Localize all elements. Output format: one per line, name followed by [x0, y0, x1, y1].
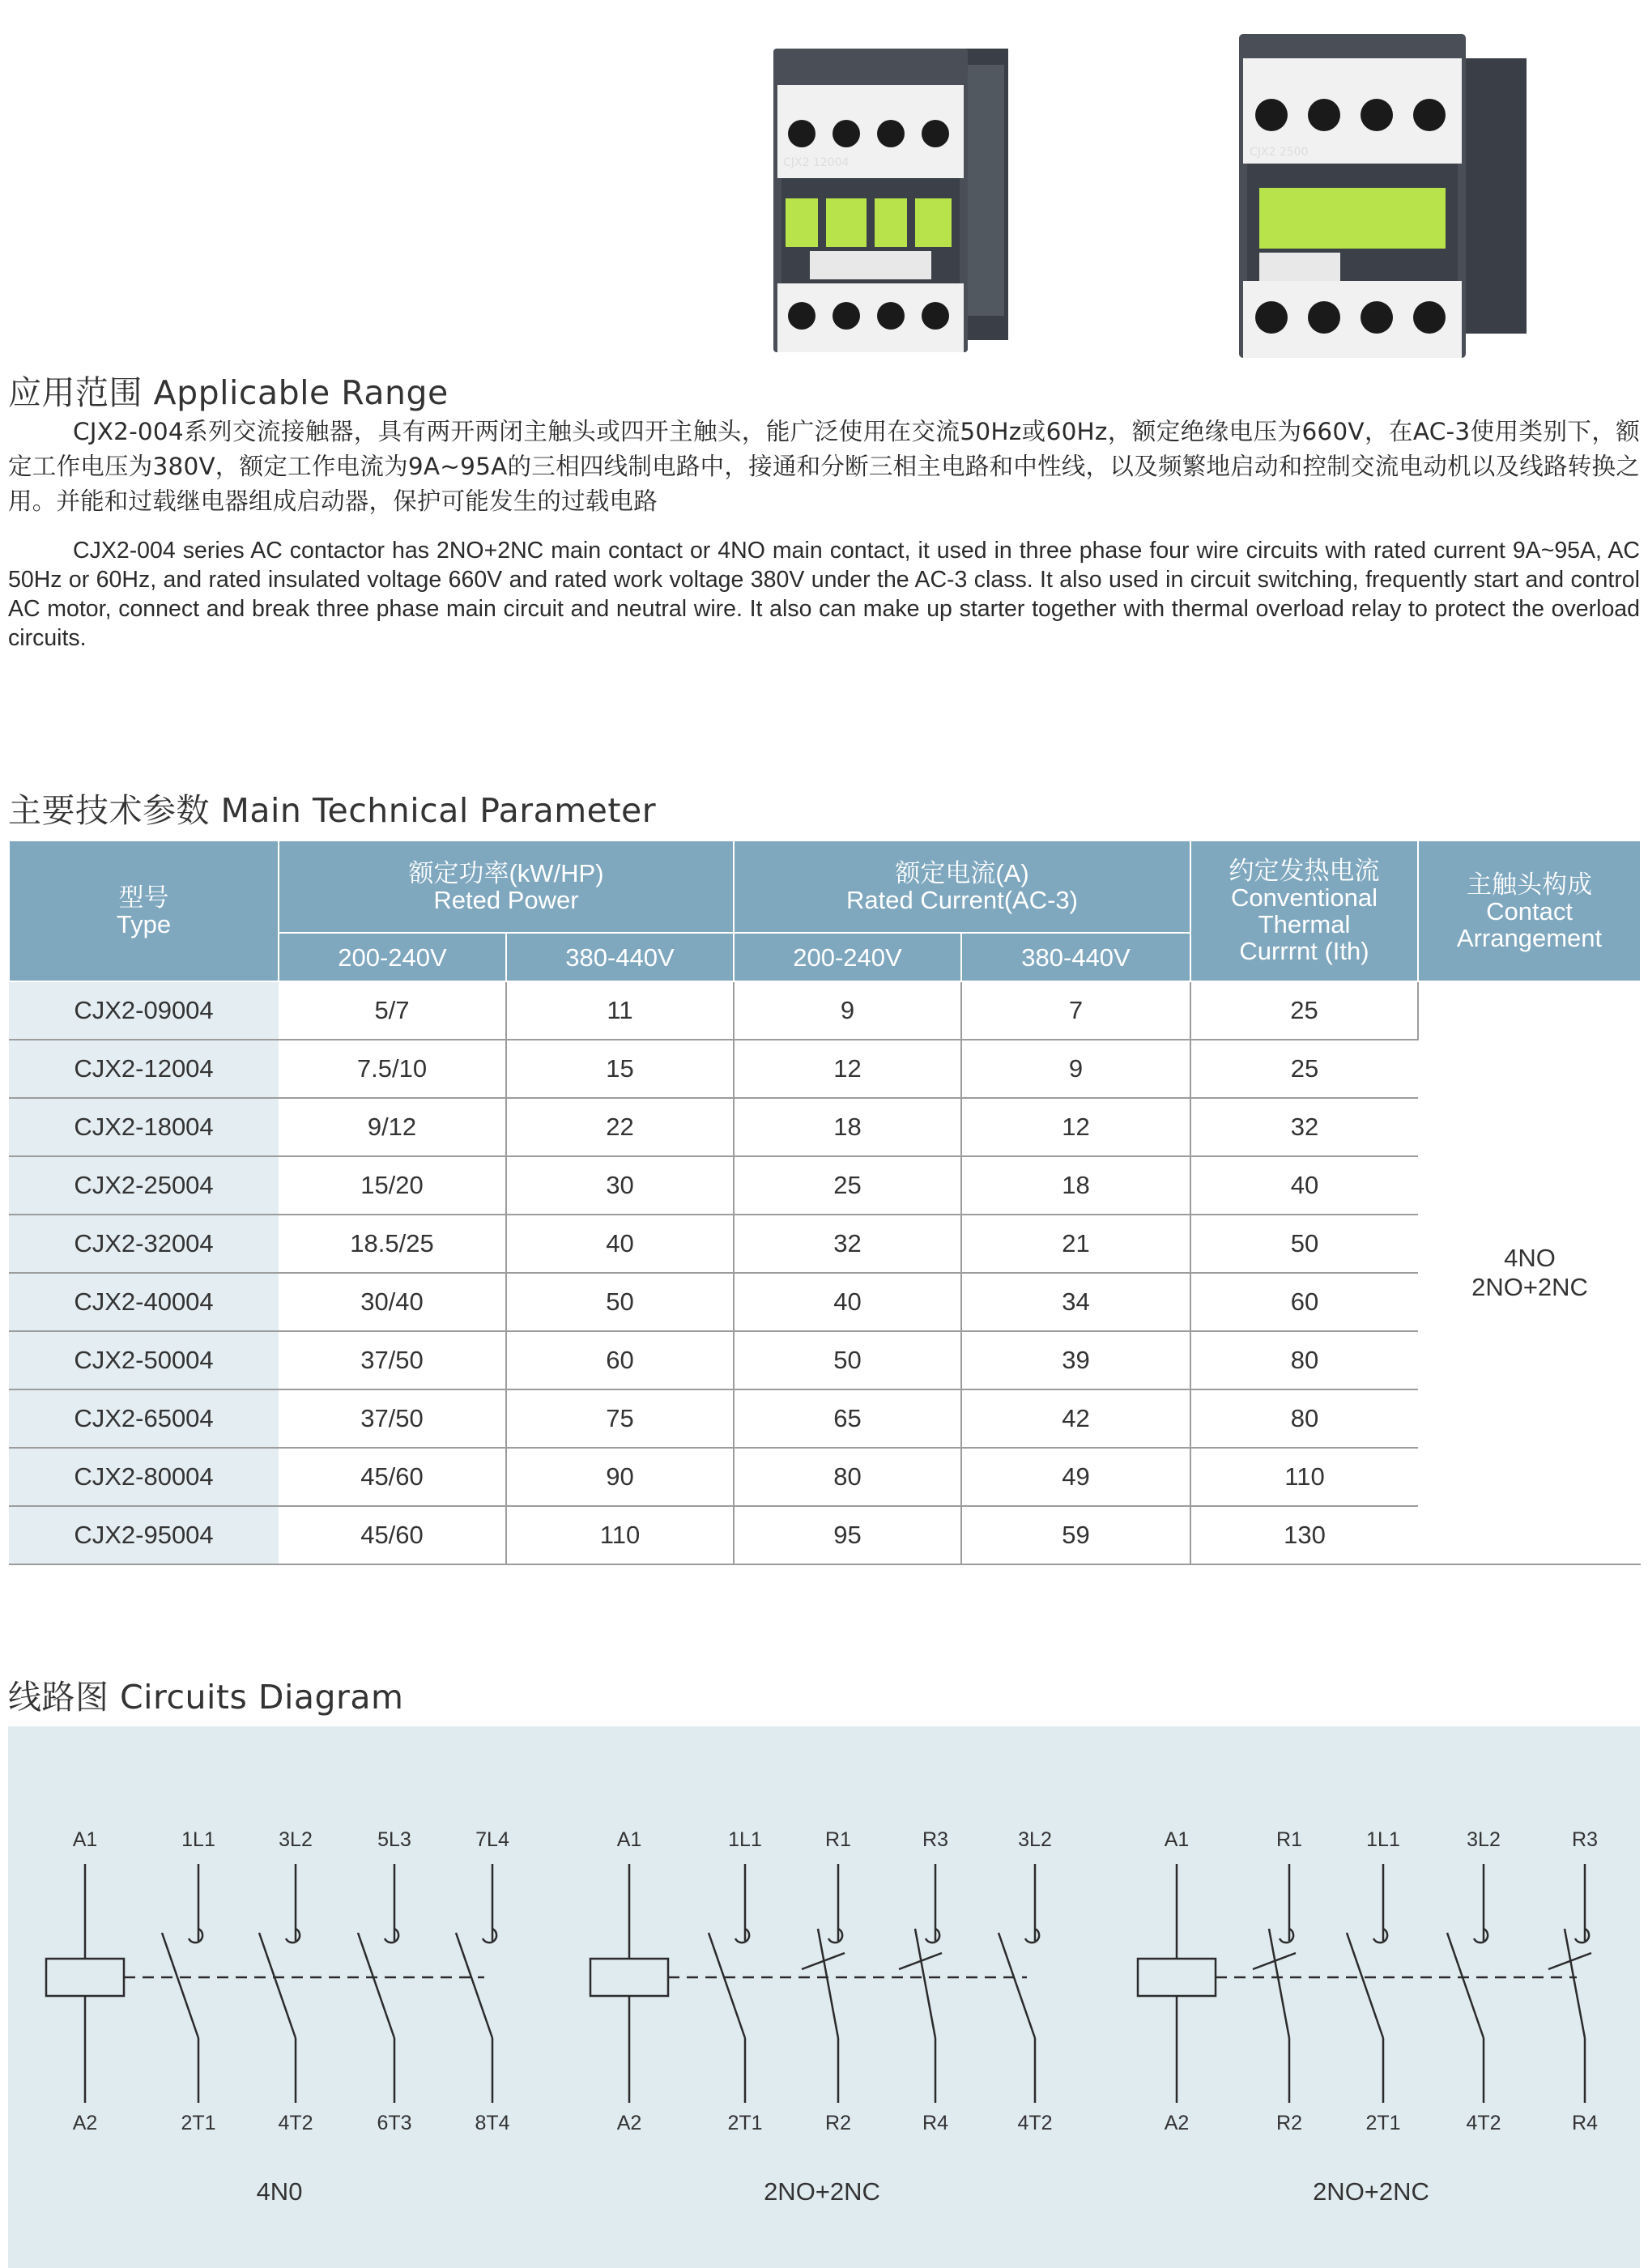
cell-c1: 95 — [734, 1506, 961, 1564]
diagram-caption: 2NO+2NC — [764, 2177, 880, 2206]
header-thermal-current: 约定发热电流 Conventional Thermal Currrnt (Ith) — [1190, 840, 1418, 981]
parameters-table — [8, 840, 1642, 1565]
diagram-caption: 2NO+2NC — [1313, 2177, 1429, 2206]
cell-c2: 34 — [961, 1273, 1190, 1331]
cell-c1: 9 — [734, 981, 961, 1040]
arrangement-4no: 4NO — [1504, 1244, 1556, 1272]
contact-arc — [1575, 1929, 1589, 1942]
circuits-heading: 线路图 Circuits Diagram — [8, 1678, 404, 1717]
cell-c2: 39 — [961, 1331, 1190, 1389]
cell-p1: 45/60 — [279, 1506, 506, 1564]
header-contact-arrangement: 主触头构成 Contact Arrangement — [1418, 840, 1641, 981]
table-row — [9, 1389, 1641, 1448]
contact-top-label: 3L2 — [279, 1828, 313, 1851]
cell-p1: 45/60 — [279, 1448, 506, 1506]
contact-blade-nc — [1565, 1929, 1585, 2038]
cell-p1: 7.5/10 — [279, 1040, 506, 1098]
contact-top-label: 1L1 — [181, 1828, 215, 1851]
cell-c2: 12 — [961, 1098, 1190, 1156]
cell-p1: 15/20 — [279, 1156, 506, 1215]
cell-type: CJX2-12004 — [9, 1040, 279, 1098]
table-row — [9, 981, 1641, 1040]
header-type: 型号 Type — [9, 840, 279, 981]
cell-c2: 21 — [961, 1215, 1190, 1273]
cell-p2: 110 — [506, 1506, 734, 1564]
table-row — [9, 1040, 1641, 1098]
coil-symbol — [590, 1959, 668, 1996]
cell-type: CJX2-40004 — [9, 1273, 279, 1331]
coil-bottom-label: A2 — [72, 2112, 98, 2134]
cell-c1: 65 — [734, 1389, 961, 1448]
coil-symbol — [46, 1959, 124, 1996]
parameters-heading: 主要技术参数 Main Technical Parameter — [8, 791, 657, 830]
contact-bottom-label: 4T2 — [278, 2112, 313, 2134]
cell-p1: 30/40 — [279, 1273, 506, 1331]
cell-c1: 50 — [734, 1331, 961, 1389]
cell-p2: 40 — [506, 1215, 734, 1273]
coil-symbol — [1138, 1959, 1216, 1996]
contact-bottom-label: 2T1 — [1365, 2112, 1401, 2134]
table-row — [9, 1506, 1641, 1564]
cell-ith: 80 — [1190, 1331, 1418, 1389]
contact-blade-no — [1447, 1933, 1484, 2038]
contact-top-label: 3L2 — [1467, 1828, 1501, 1851]
cell-c2: 49 — [961, 1448, 1190, 1506]
table-row — [9, 1215, 1641, 1273]
header-power-380-440v: 380-440V — [506, 933, 734, 981]
cell-c2: 9 — [961, 1040, 1190, 1098]
cell-c2: 18 — [961, 1156, 1190, 1215]
product-photo-12004 — [765, 32, 1041, 360]
contact-top-label: 5L3 — [377, 1828, 411, 1851]
cell-p1: 37/50 — [279, 1331, 506, 1389]
cell-ith: 32 — [1190, 1098, 1418, 1156]
cell-p1: 37/50 — [279, 1389, 506, 1448]
cell-ith: 25 — [1190, 981, 1418, 1040]
cell-c2: 59 — [961, 1506, 1190, 1564]
coil-bottom-label: A2 — [616, 2112, 642, 2134]
header-rated-current: 额定电流(A) Rated Current(AC-3) — [734, 840, 1190, 933]
cell-type: CJX2-25004 — [9, 1156, 279, 1215]
table-row — [9, 1331, 1641, 1389]
coil-top-label: A1 — [616, 1828, 642, 1851]
cell-p1: 5/7 — [279, 981, 506, 1040]
cell-p1: 18.5/25 — [279, 1215, 506, 1273]
product-1-model: CJX2 12004 — [783, 156, 850, 169]
contact-bottom-label: 4T2 — [1017, 2112, 1053, 2134]
contact-top-label: 1L1 — [1366, 1828, 1400, 1851]
contact-top-label: R1 — [825, 1828, 851, 1851]
arrangement-2no-2nc: 2NO+2NC — [1471, 1273, 1588, 1301]
cell-p2: 11 — [506, 981, 734, 1040]
coil-top-label: A1 — [1164, 1828, 1190, 1851]
contact-arc — [1025, 1929, 1039, 1942]
cell-c1: 32 — [734, 1215, 961, 1273]
contact-bottom-label: R2 — [825, 2112, 851, 2134]
contact-blade-no — [259, 1933, 296, 2038]
contact-arc — [735, 1929, 749, 1942]
contact-top-label: 7L4 — [475, 1828, 509, 1851]
table-row — [9, 1448, 1641, 1506]
cell-c2: 42 — [961, 1389, 1190, 1448]
cell-type: CJX2-09004 — [9, 981, 279, 1040]
cell-type: CJX2-18004 — [9, 1098, 279, 1156]
contact-blade-no — [162, 1933, 198, 2038]
header-power-200-240v: 200-240V — [279, 933, 506, 981]
product-2-model: CJX2 2500 — [1250, 146, 1309, 159]
contact-top-label: 3L2 — [1018, 1828, 1052, 1851]
contact-bottom-label: 4T2 — [1466, 2112, 1501, 2134]
cell-p2: 22 — [506, 1098, 734, 1156]
contact-arc — [385, 1929, 398, 1942]
applicable-range-text-en: CJX2-004 series AC contactor has 2NO+2NC main contact or 4NO main contact, it used in three phase four wire circuits with rated current 9A~95A, AC 50Hz or 60Hz, and rated insulated voltage 660V and rated work voltage 380V under the AC-3 class. It also used in circuit switching, frequently start and control AC motor, connect and break three phase main circuit and neutral wire. It also can make up starter together with thermal overload relay to protect the overload circuits. — [8, 538, 1640, 651]
cell-p2: 75 — [506, 1389, 734, 1448]
cell-c1: 40 — [734, 1273, 961, 1331]
cell-p2: 90 — [506, 1448, 734, 1506]
table-row — [9, 1098, 1641, 1156]
contact-arc — [1474, 1929, 1488, 1942]
contact-bottom-label: 2T1 — [181, 2112, 216, 2134]
header-rated-power: 额定功率(kW/HP) Reted Power — [279, 840, 734, 933]
contact-top-label: R1 — [1276, 1828, 1302, 1851]
cell-p1: 9/12 — [279, 1098, 506, 1156]
cell-type: CJX2-65004 — [9, 1389, 279, 1448]
contact-blade-nc — [818, 1929, 838, 2038]
contact-top-label: R3 — [1572, 1828, 1598, 1851]
cell-c2: 7 — [961, 981, 1190, 1040]
cell-p2: 15 — [506, 1040, 734, 1098]
table-row — [9, 1156, 1641, 1215]
contact-arc — [483, 1929, 496, 1942]
header-current-380-440v: 380-440V — [961, 933, 1190, 981]
contact-blade-nc — [1269, 1929, 1289, 2038]
contact-bottom-label: R4 — [922, 2112, 948, 2134]
cell-p2: 50 — [506, 1273, 734, 1331]
cell-ith: 130 — [1190, 1506, 1418, 1564]
contact-top-label: 1L1 — [728, 1828, 762, 1851]
contact-arc — [828, 1929, 842, 1942]
applicable-range-heading: 应用范围 Applicable Range — [8, 373, 449, 412]
cell-ith: 40 — [1190, 1156, 1418, 1215]
cell-ith: 110 — [1190, 1448, 1418, 1506]
contact-bottom-label: 8T4 — [475, 2112, 510, 2134]
cell-c1: 12 — [734, 1040, 961, 1098]
contact-bottom-label: 6T3 — [377, 2112, 412, 2134]
table-row — [9, 1273, 1641, 1331]
cell-ith: 80 — [1190, 1389, 1418, 1448]
cell-type: CJX2-50004 — [9, 1331, 279, 1389]
contact-bottom-label: R2 — [1276, 2112, 1302, 2134]
cell-c1: 25 — [734, 1156, 961, 1215]
diagram-caption: 4N0 — [256, 2177, 303, 2206]
header-current-200-240v: 200-240V — [734, 933, 961, 981]
cell-p2: 30 — [506, 1156, 734, 1215]
contact-bottom-label: 2T1 — [727, 2112, 763, 2134]
contact-blade-no — [456, 1933, 492, 2038]
contact-top-label: R3 — [922, 1828, 948, 1851]
contact-arc — [189, 1929, 202, 1942]
cell-c1: 18 — [734, 1098, 961, 1156]
cell-ith: 25 — [1190, 1040, 1418, 1098]
cell-ith: 60 — [1190, 1273, 1418, 1331]
cell-p2: 60 — [506, 1331, 734, 1389]
circuit-diagrams — [8, 1726, 1640, 2268]
cell-ith: 50 — [1190, 1215, 1418, 1273]
contact-arc — [926, 1929, 939, 1942]
contact-blade-no — [358, 1933, 394, 2038]
coil-bottom-label: A2 — [1164, 2112, 1190, 2134]
cell-contact-arrangement — [1418, 981, 1641, 1564]
cell-type: CJX2-95004 — [9, 1506, 279, 1564]
contact-arc — [286, 1929, 300, 1942]
contact-blade-no — [1347, 1933, 1383, 2038]
contact-arc — [1280, 1929, 1293, 1942]
contact-arc — [1373, 1929, 1387, 1942]
applicable-range-text-cn: CJX2-004系列交流接触器，具有两开两闭主触头或四开主触头，能广泛使用在交流50Hz或60Hz，额定绝缘电压为660V，在AC-3使用类别下，额定工作电压为380V，额定工作电流为9A~95A的三相四线制电路中，接通和分断三相主电路和中性线，以及频繁地启动和控制交流电动机以及线路转换之用。并能和过载继电器组成启动器，保护可能发生的过载电路 — [8, 418, 1640, 515]
circuit-diagram-panel — [8, 1726, 1640, 2268]
cell-c1: 80 — [734, 1448, 961, 1506]
product-photo-25004 — [1235, 18, 1547, 362]
contact-blade-no — [709, 1933, 745, 2038]
cell-type: CJX2-80004 — [9, 1448, 279, 1506]
contact-bottom-label: R4 — [1572, 2112, 1598, 2134]
coil-top-label: A1 — [72, 1828, 98, 1851]
contact-blade-no — [999, 1933, 1035, 2038]
cell-type: CJX2-32004 — [9, 1215, 279, 1273]
contact-blade-nc — [915, 1929, 935, 2038]
